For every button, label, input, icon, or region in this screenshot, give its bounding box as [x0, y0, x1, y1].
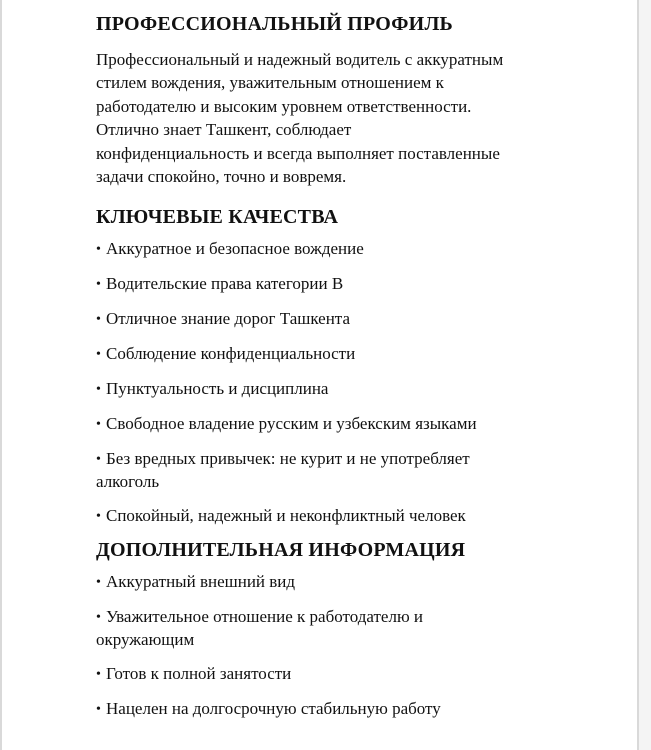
list-item	[96, 505, 596, 528]
profile-line: работодателю и высоким уровнем ответственности.	[96, 96, 472, 116]
bullet: •	[96, 610, 101, 626]
list-item-text: Пунктуальность и дисциплина	[106, 379, 329, 399]
profile-line: задачи спокойно, точно и вовремя.	[96, 167, 347, 187]
profile-title: ПРОФЕССИОНАЛЬНЫЙ ПРОФИЛЬ	[96, 13, 453, 35]
list-item	[96, 378, 596, 401]
list-item-text: Готов к полной занятости	[106, 664, 292, 684]
bullet: •	[96, 277, 101, 293]
list-item-text: Без вредных привычек: не курит и не употребляет	[106, 449, 470, 469]
bullet: •	[96, 452, 101, 468]
bullet: •	[96, 575, 101, 591]
list-item-text: Аккуратное и безопасное вождение	[106, 239, 364, 259]
cut-off-heading-fragment	[300, 0, 360, 3]
bullet: •	[96, 702, 101, 718]
bullet: •	[96, 312, 101, 328]
page-gutter-right	[639, 0, 651, 750]
list-item-text: Отличное знание дорог Ташкента	[106, 309, 350, 329]
qualities-title: КЛЮЧЕВЫЕ КАЧЕСТВА	[96, 206, 339, 229]
profile-paragraph	[96, 48, 596, 188]
list-item	[96, 698, 596, 721]
profile-line: Профессиональный и надежный водитель с аккуратным	[96, 50, 504, 69]
qualities-section	[96, 205, 596, 528]
list-item	[96, 308, 596, 331]
list-item	[96, 663, 596, 686]
qualities-list	[96, 238, 596, 528]
list-item-text: Спокойный, надежный и неконфликтный человек	[106, 506, 466, 526]
list-item	[96, 448, 596, 493]
list-item-text: Уважительное отношение к работодателю и	[106, 607, 424, 627]
bullet: •	[96, 509, 101, 525]
list-item	[96, 238, 596, 261]
page-edge-left	[0, 0, 2, 750]
bullet: •	[96, 242, 101, 258]
list-item	[96, 571, 596, 594]
profile-section	[96, 12, 596, 188]
profile-line: конфиденциальность и всегда выполняет поставленные	[96, 143, 500, 163]
list-item-text-continued: окружающим	[96, 630, 195, 650]
list-item	[96, 273, 596, 296]
list-item-text: Нацелен на долгосрочную стабильную работу	[106, 699, 441, 719]
list-item-text-continued: алкоголь	[96, 472, 160, 492]
profile-line: стилем вождения, уважительным отношением к	[96, 73, 444, 93]
list-item	[96, 413, 596, 436]
list-item-text: Водительские права категории В	[106, 274, 344, 294]
list-item-text: Аккуратный внешний вид	[106, 572, 296, 592]
list-item	[96, 343, 596, 366]
bullet: •	[96, 417, 101, 433]
additional-list	[96, 571, 596, 721]
list-item-text: Соблюдение конфиденциальности	[106, 344, 356, 364]
bullet: •	[96, 382, 101, 398]
additional-section	[96, 538, 596, 721]
bullet: •	[96, 347, 101, 363]
additional-title: ДОПОЛНИТЕЛЬНАЯ ИНФОРМАЦИЯ	[96, 539, 466, 562]
bullet: •	[96, 667, 101, 683]
list-item	[96, 606, 596, 651]
page-edge-right	[637, 0, 639, 750]
profile-line: Отлично знает Ташкент, соблюдает	[96, 120, 352, 140]
document-content	[96, 12, 596, 721]
list-item-text: Свободное владение русским и узбекским языками	[106, 414, 477, 434]
